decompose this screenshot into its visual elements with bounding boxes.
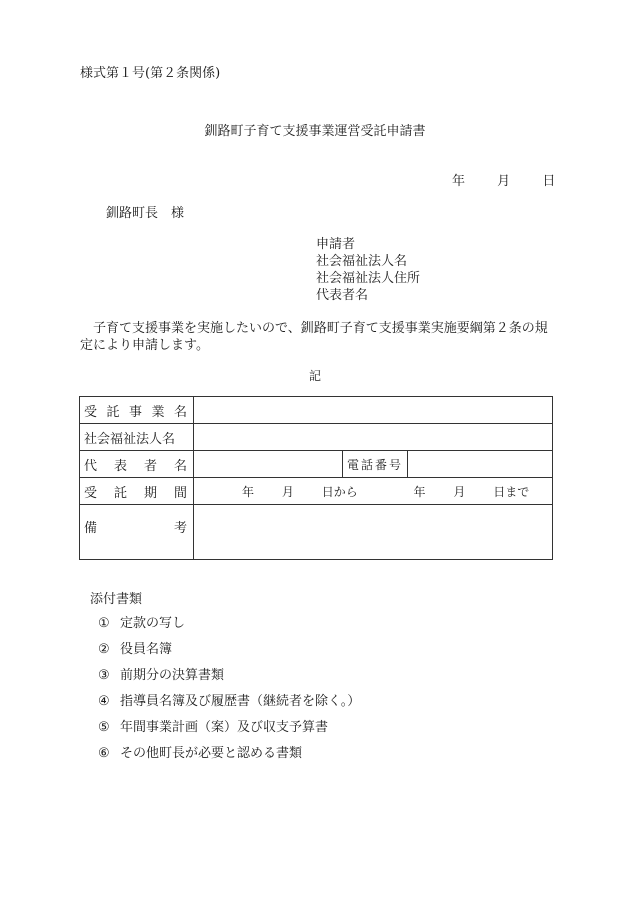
label-char: 表 xyxy=(113,458,127,474)
period-label-cell xyxy=(80,478,194,505)
item-number: ② xyxy=(98,642,110,657)
list-item xyxy=(98,746,360,772)
date-line xyxy=(452,174,555,190)
corp-name-label: 社会福祉法人名 xyxy=(316,254,408,269)
label-char: 受 xyxy=(84,404,98,420)
period-month-start: 月 xyxy=(281,484,294,499)
table-row xyxy=(80,424,553,451)
label-char: 間 xyxy=(173,485,187,501)
label-char: 備 xyxy=(84,520,98,536)
corp-name-field[interactable] xyxy=(194,424,553,451)
item-number: ③ xyxy=(98,668,110,683)
item-number: ① xyxy=(98,616,110,631)
item-number: ⑤ xyxy=(98,720,110,735)
list-item xyxy=(98,668,360,694)
period-month-end: 月 xyxy=(453,484,466,499)
applicant-block xyxy=(316,236,420,304)
item-number: ④ xyxy=(98,694,110,709)
attachments-list xyxy=(98,616,360,772)
table-row xyxy=(80,397,553,424)
label-char: 託 xyxy=(106,404,120,420)
label-char: 名 xyxy=(173,404,187,420)
entrusted-business-field[interactable] xyxy=(194,397,553,424)
corp-address-label: 社会福祉法人住所 xyxy=(316,271,421,286)
label-char: 託 xyxy=(113,485,127,501)
period-year-end: 年 xyxy=(413,484,426,499)
item-text: 前期分の決算書類 xyxy=(120,668,225,683)
table-row xyxy=(80,478,553,505)
item-number: ⑥ xyxy=(98,746,110,761)
table-row xyxy=(80,505,553,560)
label-char: 受 xyxy=(84,485,98,501)
period-day-start: 日から xyxy=(321,484,358,499)
table-row xyxy=(80,451,553,478)
label-char: 名 xyxy=(173,458,187,474)
attachments-title: 添付書類 xyxy=(90,592,143,607)
representative-label: 代表者名 xyxy=(316,288,369,303)
date-month: 月 xyxy=(497,174,511,189)
label-char: 考 xyxy=(173,520,187,536)
application-form-table xyxy=(79,396,553,560)
phone-label-cell: 電話番号 xyxy=(343,451,408,478)
form-number: 様式第１号(第２条関係) xyxy=(80,66,221,81)
item-text: 役員名簿 xyxy=(120,642,173,657)
label-char: 者 xyxy=(143,458,157,474)
representative-field[interactable] xyxy=(194,451,343,478)
ki-heading: 記 xyxy=(308,369,321,383)
item-text: 年間事業計画（案）及び収支予算書 xyxy=(120,720,329,735)
list-item xyxy=(98,616,360,642)
application-statement: 子育て支援事業を実施したいので、釧路町子育て支援事業実施要綱第２条の規定により申請します。 xyxy=(80,321,548,353)
item-text: 指導員名簿及び履歴書（継続者を除く。） xyxy=(120,694,361,709)
list-item xyxy=(98,694,360,720)
label-char: 業 xyxy=(151,404,165,420)
entrusted-business-label-cell xyxy=(80,397,194,424)
period-day-end: 日まで xyxy=(493,484,530,499)
representative-label-cell xyxy=(80,451,194,478)
list-item xyxy=(98,720,360,746)
period-field[interactable] xyxy=(194,478,553,505)
item-text: その他町長が必要と認める書類 xyxy=(120,746,303,761)
date-day: 日 xyxy=(542,174,556,189)
remarks-field[interactable] xyxy=(194,505,553,560)
applicant-heading: 申請者 xyxy=(316,237,356,252)
corp-name-label-cell: 社会福祉法人名 xyxy=(80,424,194,451)
period-year-start: 年 xyxy=(242,484,255,499)
date-year: 年 xyxy=(452,174,466,189)
addressee: 釧路町長 様 xyxy=(106,206,185,221)
item-text: 定款の写し xyxy=(120,616,186,631)
label-char: 期 xyxy=(143,485,157,501)
label-char: 代 xyxy=(84,458,98,474)
label-char: 事 xyxy=(128,404,142,420)
document-title: 釧路町子育て支援事業運営受託申請書 xyxy=(204,124,426,139)
phone-field[interactable] xyxy=(408,451,553,478)
remarks-label-cell xyxy=(80,505,194,560)
list-item xyxy=(98,642,360,668)
